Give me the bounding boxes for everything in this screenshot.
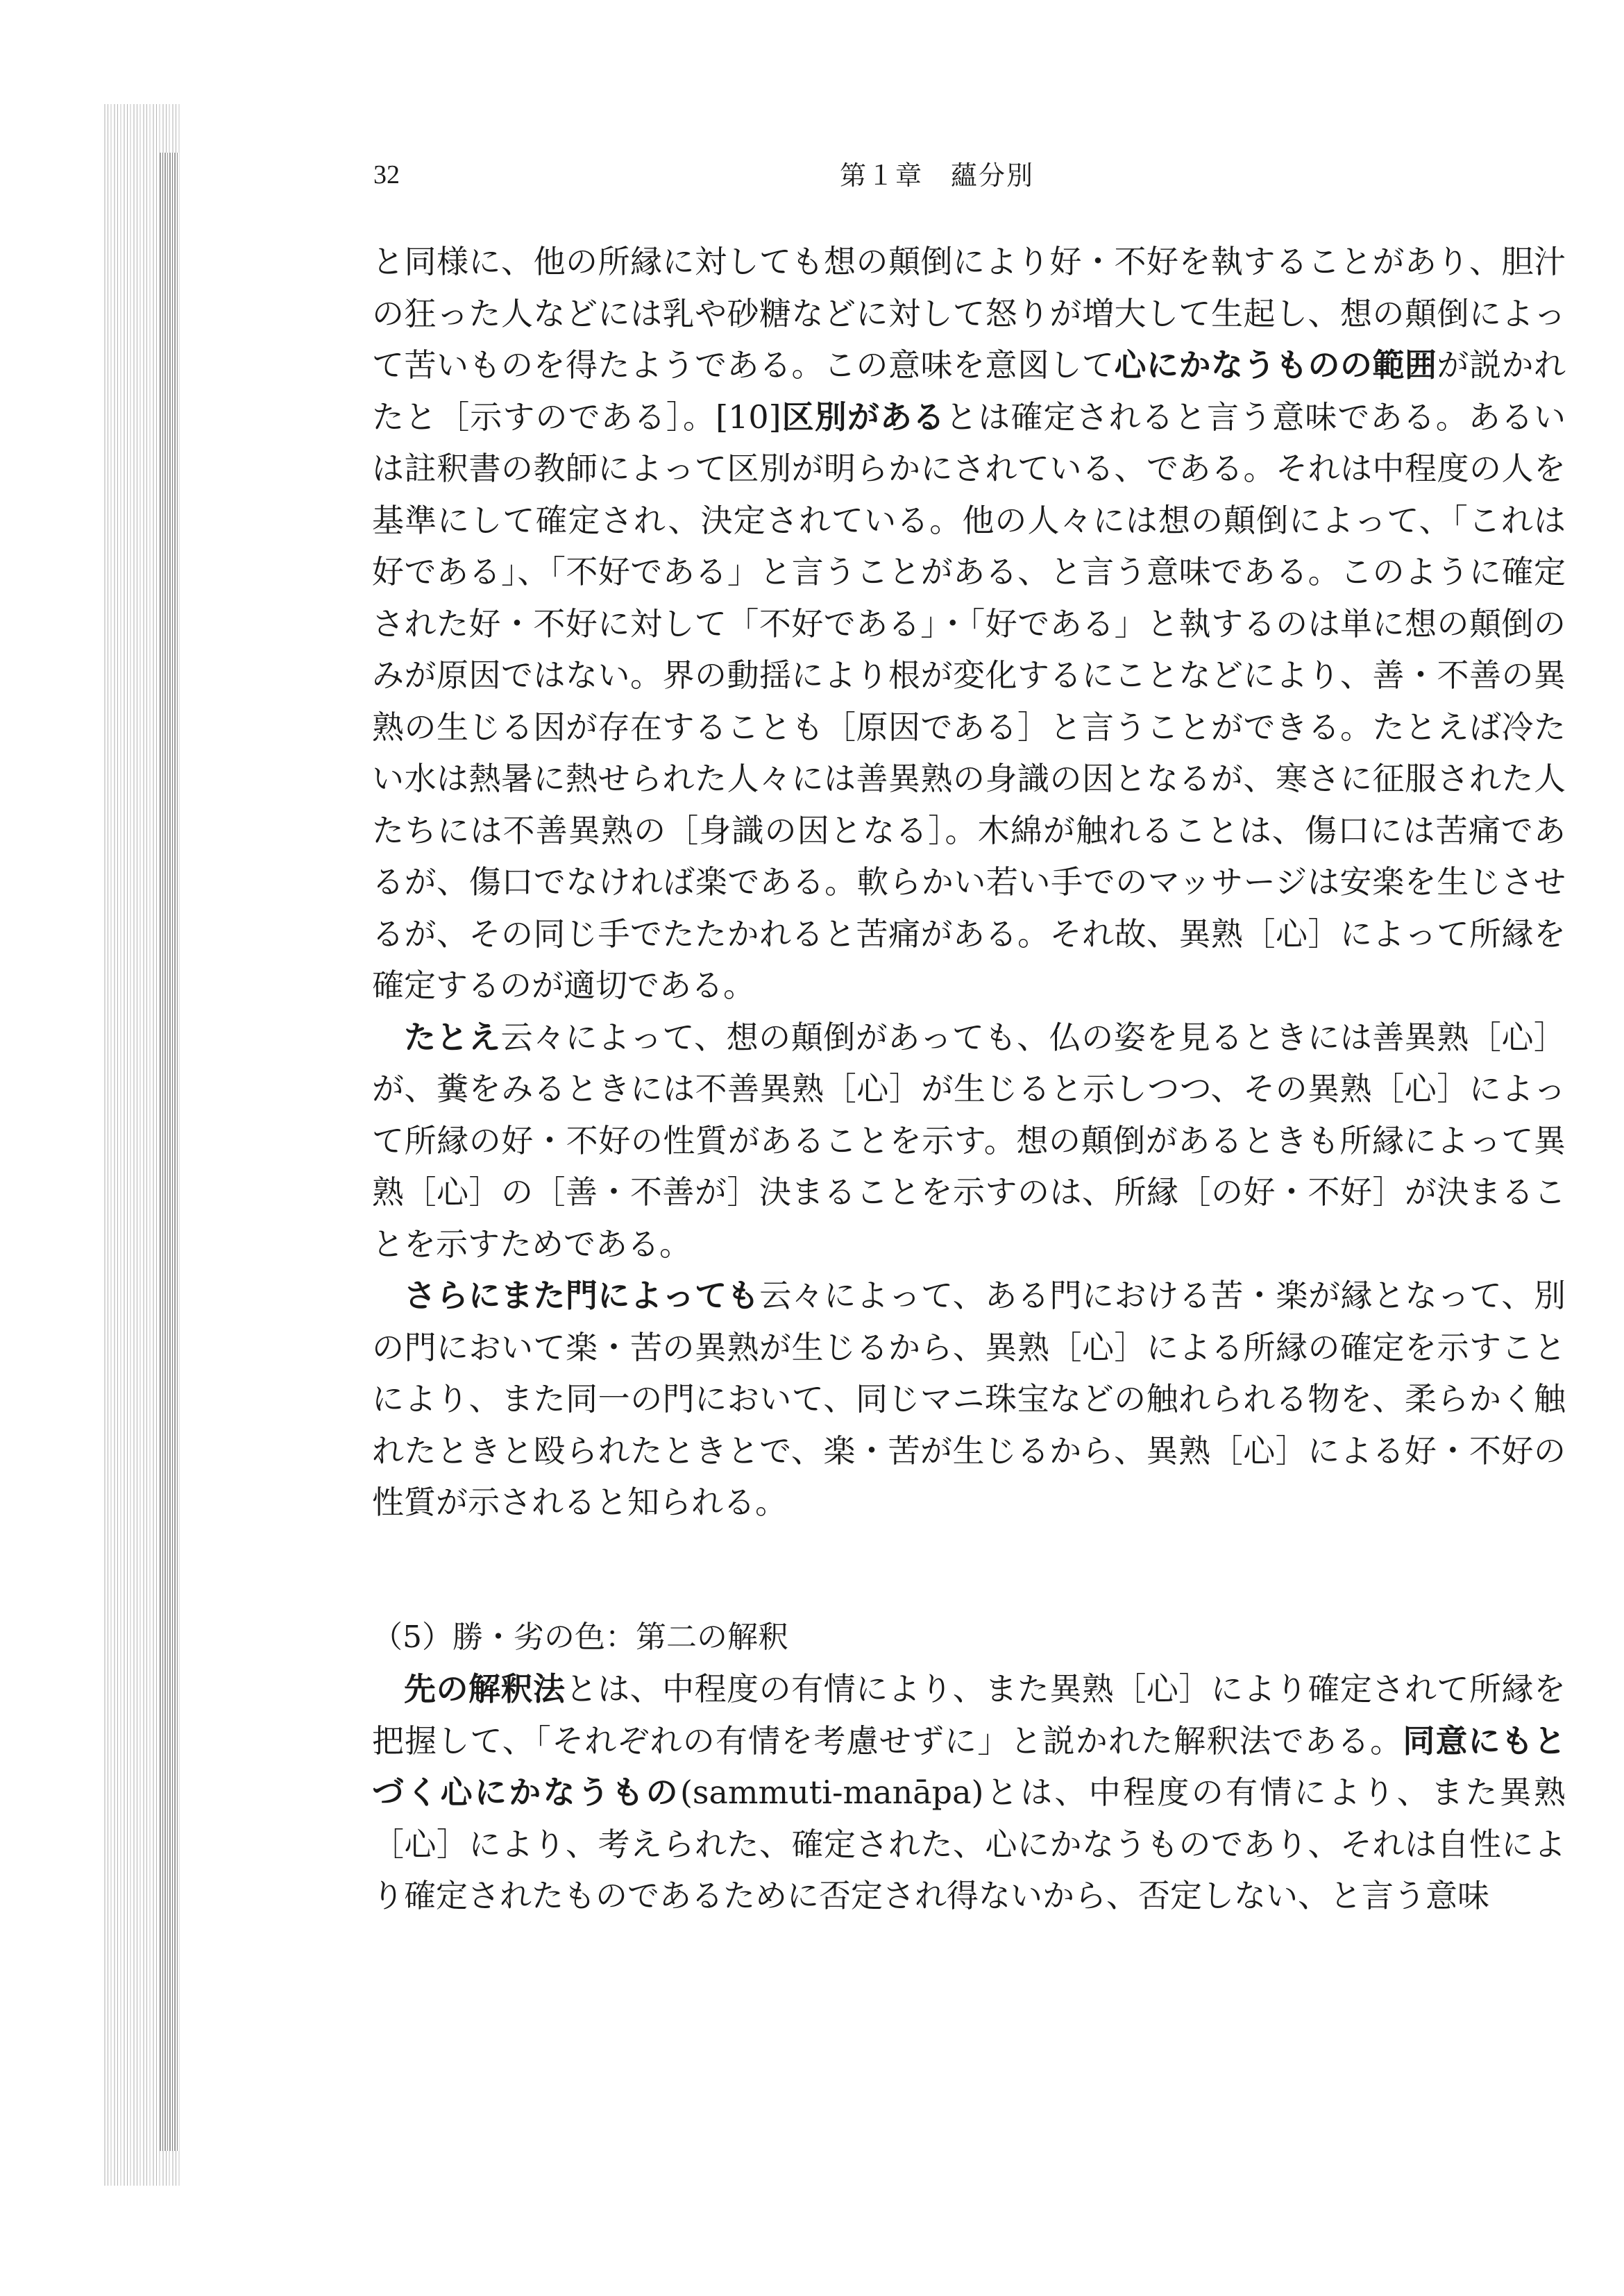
section-heading: （5）勝・劣の色：第二の解釈 [372, 1619, 788, 1655]
paragraph-2 [372, 1012, 1566, 1270]
paragraph-4 [372, 1663, 1566, 1922]
running-head: 第１章 蘊分別 [840, 160, 1035, 191]
bold-term: 同意にもとづく心にかなうもの [372, 1721, 1566, 1811]
section-gap [372, 1529, 1566, 1612]
paragraph-3 [372, 1270, 1566, 1529]
text-run: 云々によって、想の顛倒があっても、仏の姿を見るときには善異熟［心］が、糞をみるときには不善異熟［心］が生じると示しつつ、その異熟［心］によって所縁の好・不好の性質があることを示す。想の顛倒があるときも所縁によって異熟［心］の［善・不善が］決まることを示すのは、所縁［の好・不好］が決まることを示すためである。 [372, 1018, 1566, 1263]
bold-term: 先の解釈法 [404, 1670, 566, 1708]
page-number: 32 [373, 160, 400, 189]
book-binding-gutter [160, 153, 179, 2151]
paragraph-1 [372, 236, 1566, 1012]
text-run: が説かれたと［示すのである］。[10] [372, 346, 1566, 436]
text-run: (sammuti-manāpa)とは、中程度の有情により、また異熟［心］により、考えられた、確定された、心にかなうものであり、それは自性により確定されたものであるために否定され得ないから、否定しない、と言う意味 [372, 1774, 1566, 1914]
bold-term: 心にかなうものの範囲 [1114, 346, 1437, 384]
text-run: 云々によって、ある門における苦・楽が縁となって、別の門において楽・苦の異熟が生じるから、異熟［心］による所縁の確定を示すことにより、また同一の門において、同じマニ珠宝などの触れられる物を、柔らかく触れたときと殴られたときとで、楽・苦が生じるから、異熟［心］による好・不好の性質が示されると知られる。 [372, 1277, 1566, 1521]
text-run: とは、中程度の有情により、また異熟［心］により確定されて所縁を把握して、「それぞれの有情を考慮せずに」と説かれた解釈法である。 [372, 1670, 1566, 1760]
bold-term: さらにまた門によっても [404, 1277, 760, 1314]
text-run: とは確定されると言う意味である。あるいは註釈書の教師によって区別が明らかにされている、である。それは中程度の人を基準にして確定され、決定されている。他の人々には想の顛倒によって、「これは好である」、「不好である」と言うことがある、と言う意味である。このように確定された好・不好に対して「不好である」・「好である」と執するのは単に想の顛倒のみが原因ではない。界の動揺により根が変化するにことなどにより、善・不善の異熟の生じる因が存在することも［原因である］と言うことができる。たとえば冷たい水は熱暑に熱せられた人々には善異熟の身識の因となるが、寒さに征服された人たちには不善異熟の［身識の因となる］。木綿が触れることは、傷口には苦痛であるが、傷口でなければ楽である。軟らかい若い手でのマッサージは安楽を生じさせるが、その同じ手でたたかれると苦痛がある。それ故、異熟［心］によって所縁を確定するのが適切である。 [372, 398, 1566, 1004]
main-text [372, 236, 1566, 1922]
text-run: と同様に、他の所縁に対しても想の顛倒により好・不好を執することがあり、胆汁の狂った人などには乳や砂糖などに対して怒りが増大して生起し、想の顛倒によって苦いものを得たようである。この意味を意図して [372, 243, 1566, 384]
bold-term: 区別がある [781, 398, 946, 436]
bold-term: たとえ [404, 1018, 501, 1056]
